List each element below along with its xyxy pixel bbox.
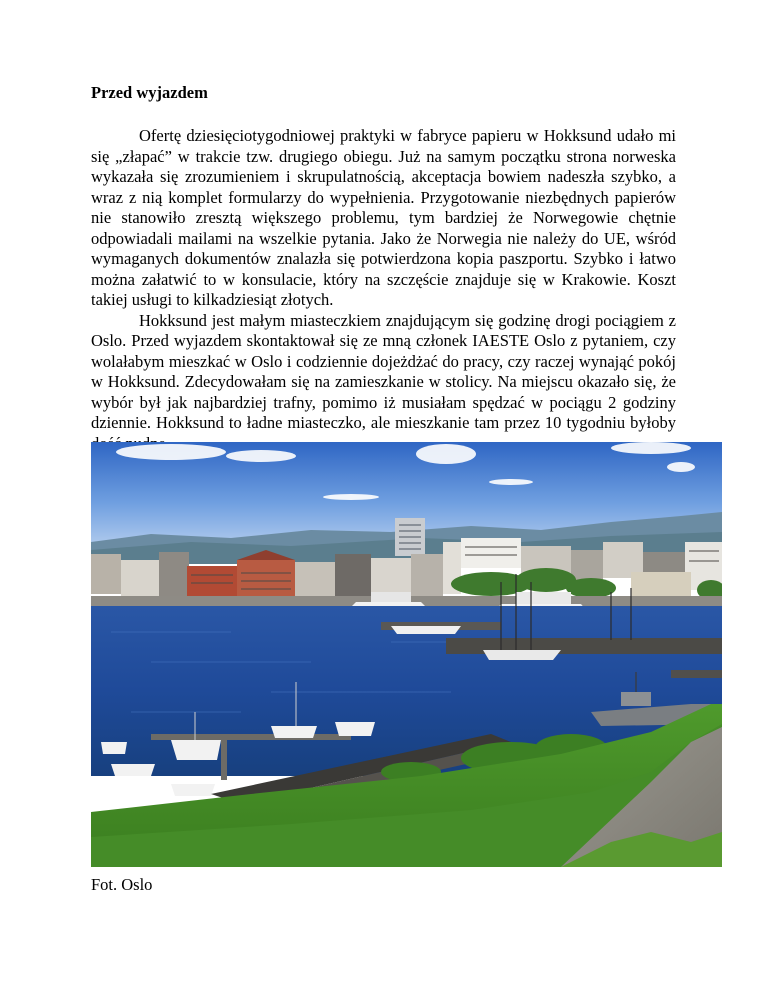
photo-caption: Fot. Oslo [91,875,153,894]
body-text [91,126,676,454]
paragraph-1: Ofertę dziesięciotygodniowej praktyki w fabryce papieru w Hokksund udało mi się „złapać” w trakcie tzw. drugiego obiegu. Już na samym początku strona norweska wykazała się zrozumieniem i skrupulatnością, akceptacja bowiem nadeszła szybko, a wraz z nią komplet formularzy do wypełnienia. Przygotowanie niezbędnych papierów nie stanowiło zresztą większego problemu, tym bardziej że Norwegowie chętnie odpowiadali mailami na wszelkie pytania. Jako że Norwegia nie należy do UE, wśród wymaganych dokumentów znalazła się potwierdzona kopia paszportu. Szybko i łatwo można załatwić to w konsulacie, który na szczęście znajduje się w Krakowie. Koszt takiej usługi to kilkadziesiąt złotych. [91,126,676,309]
section-heading: Przed wyjazdem [91,83,208,102]
paragraph-2: Hokksund jest małym miasteczkiem znajdującym się godzinę drogi pociągiem z Oslo. Przed wyjazdem skontaktował się ze mną członek IAESTE Oslo z pytaniem, czy wolałabym mieszkać w Oslo i codziennie dojeżdżać do pracy, czy raczej wynająć pokój w Hokksund. Zdecydowałam się na zamieszkanie w stolicy. Na miejscu okazało się, że wybór był jak najbardziej trafny, pomimo iż musiałam spędzać w pociągu 2 godziny dziennie. Hokksund to ładne miasteczko, ale mieszkanie tam przez 10 tygodniu byłoby [91,310,676,432]
oslo-harbour-photo [91,442,722,867]
